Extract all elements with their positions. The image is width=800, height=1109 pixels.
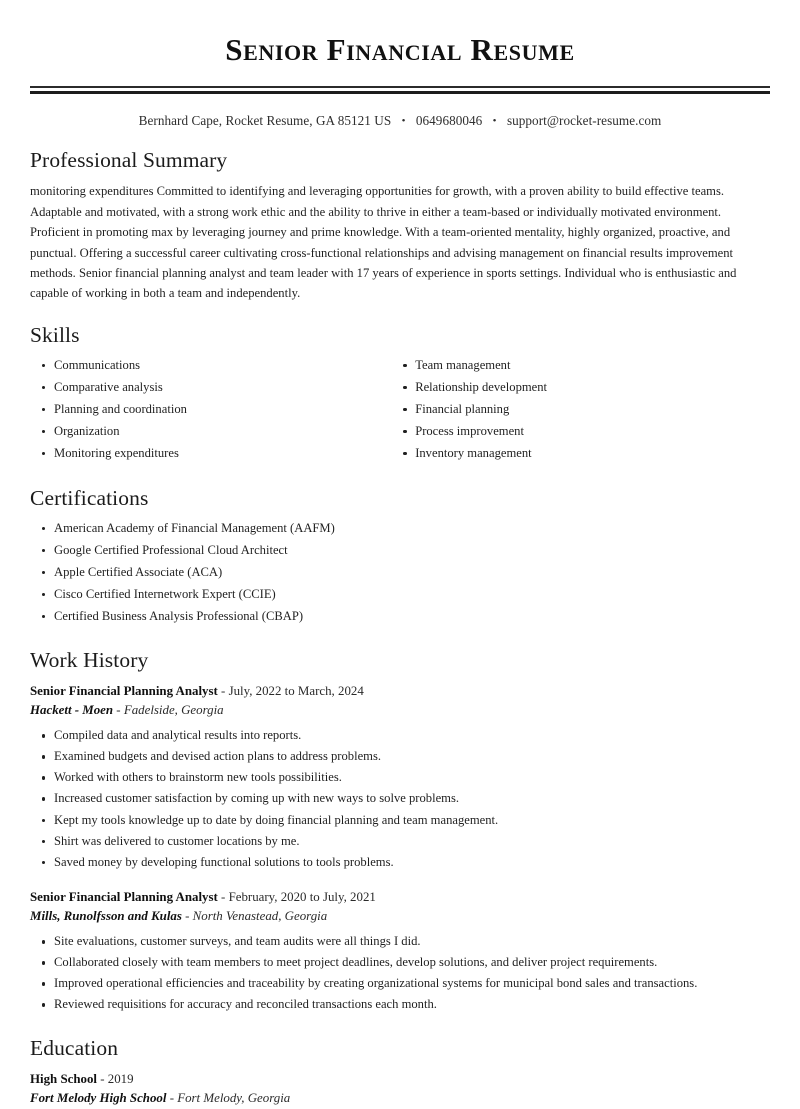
job-bullets: [30, 933, 770, 1014]
skills-list-right: [391, 357, 776, 463]
company-dash: -: [116, 702, 121, 717]
section-certifications: [30, 486, 770, 626]
divider-line-bottom: [30, 91, 770, 94]
header-divider: [30, 86, 770, 94]
section-heading-professional-summary: Professional Summary: [30, 147, 228, 172]
resume-header: [30, 32, 770, 129]
degree-dash: -: [100, 1072, 105, 1087]
list-item: Examined budgets and devised action plans to address problems.: [30, 748, 770, 766]
job-dash: -: [221, 889, 226, 904]
education-school-line: [30, 1089, 770, 1108]
school-dash: -: [169, 1091, 174, 1106]
list-item: Shirt was delivered to customer locations by me.: [30, 833, 770, 851]
contact-phone: 0649680046: [415, 112, 483, 128]
list-item: Inventory management: [391, 445, 776, 463]
company-dash: -: [185, 908, 190, 923]
job-title-line: [30, 888, 770, 907]
list-item: Google Certified Professional Cloud Architect: [30, 542, 770, 560]
section-education: [30, 1036, 770, 1109]
job-location: North Venastead, Georgia: [192, 908, 328, 923]
work-history-entry: [30, 682, 770, 872]
certifications-list: [30, 520, 770, 626]
list-item: Compiled data and analytical results into reports.: [30, 727, 770, 745]
list-item: Kept my tools knowledge up to date by doing financial planning and team management.: [30, 812, 770, 830]
skills-column-right: [385, 357, 776, 467]
list-item: Saved money by developing functional solutions to tools problems.: [30, 854, 770, 872]
section-professional-summary: [30, 148, 770, 304]
list-item: Improved operational efficiencies and traceability by creating organizational systems for municipal bond sales and transactions.: [30, 975, 770, 993]
education-location: Fort Melody, Georgia: [177, 1091, 291, 1106]
education-degree: High School: [30, 1072, 97, 1087]
list-item: Increased customer satisfaction by coming up with new ways to solve problems.: [30, 790, 770, 808]
skills-column-left: [30, 357, 385, 467]
professional-summary-text: monitoring expenditures Committed to identifying and leveraging opportunities for growth, with a proven ability to build effective teams. Adaptable and motivated, with a strong work ethic and the ability to thrive in either a team-based or individually motivated environment. Proficient in promoting max by leveraging journey and prime knowledge. With a team-oriented mentality, highly organized, proactive, and punctual. Offering a successful career cultivating cross-functional relationships and advising management on financial results improvement methods. Senior financial planning analyst and team leader with 17 years of experience in sports settings. Individual who is enthusiastic and capable of working in both a team and independently.: [30, 184, 737, 301]
section-heading-education: Education: [30, 1036, 119, 1061]
job-company: Mills, Runolfsson and Kulas: [30, 908, 182, 923]
job-title-line: [30, 682, 770, 701]
job-dates: July, 2022 to March, 2024: [228, 683, 364, 698]
contact-line: [30, 113, 770, 129]
list-item: Reviewed requisitions for accuracy and reconciled transactions each month.: [30, 996, 770, 1014]
list-item: Collaborated closely with team members to meet project deadlines, develop solutions, and deliver project requirements.: [30, 954, 770, 972]
job-role: Senior Financial Planning Analyst: [30, 889, 218, 904]
job-location: Fadelside, Georgia: [123, 702, 224, 717]
contact-address: Bernhard Cape, Rocket Resume, GA 85121 US: [138, 112, 392, 128]
list-item: Comparative analysis: [30, 379, 385, 397]
list-item: Planning and coordination: [30, 401, 385, 419]
section-heading-certifications: Certifications: [30, 485, 149, 510]
list-item: American Academy of Financial Management (AAFM): [30, 520, 770, 538]
list-item: Apple Certified Associate (ACA): [30, 564, 770, 582]
section-heading-skills: Skills: [30, 322, 80, 347]
contact-separator-1: •: [401, 114, 406, 127]
work-history-entry: [30, 888, 770, 1015]
list-item: Certified Business Analysis Professional (CBAP): [30, 608, 770, 626]
list-item: Organization: [30, 423, 385, 441]
contact-separator-2: •: [492, 114, 497, 127]
page-title: Senior Financial Resume: [225, 32, 575, 67]
education-school: Fort Melody High School: [30, 1091, 167, 1106]
section-work-history: [30, 648, 770, 1015]
list-item: Monitoring expenditures: [30, 445, 385, 463]
contact-email[interactable]: support@rocket-resume.com: [506, 112, 662, 128]
job-bullets: [30, 727, 770, 871]
list-item: Financial planning: [391, 401, 776, 419]
section-skills: [30, 323, 770, 467]
list-item: Communications: [30, 357, 385, 375]
list-item: Cisco Certified Internetwork Expert (CCIE): [30, 586, 770, 604]
list-item: Relationship development: [391, 379, 776, 397]
section-heading-work-history: Work History: [30, 647, 149, 672]
job-dates: February, 2020 to July, 2021: [228, 889, 376, 904]
list-item: Site evaluations, customer surveys, and team audits were all things I did.: [30, 933, 770, 951]
list-item: Process improvement: [391, 423, 776, 441]
list-item: Worked with others to brainstorm new tools possibilities.: [30, 769, 770, 787]
job-role: Senior Financial Planning Analyst: [30, 683, 218, 698]
list-item: Team management: [391, 357, 776, 375]
education-year: 2019: [107, 1072, 134, 1087]
education-entry: [30, 1070, 770, 1109]
job-dash: -: [221, 683, 226, 698]
education-degree-line: [30, 1070, 770, 1089]
skills-list-left: [30, 357, 385, 463]
skills-columns: [30, 357, 770, 467]
job-company: Hackett - Moen: [30, 702, 114, 717]
job-company-line: [30, 701, 770, 720]
job-company-line: [30, 907, 770, 926]
